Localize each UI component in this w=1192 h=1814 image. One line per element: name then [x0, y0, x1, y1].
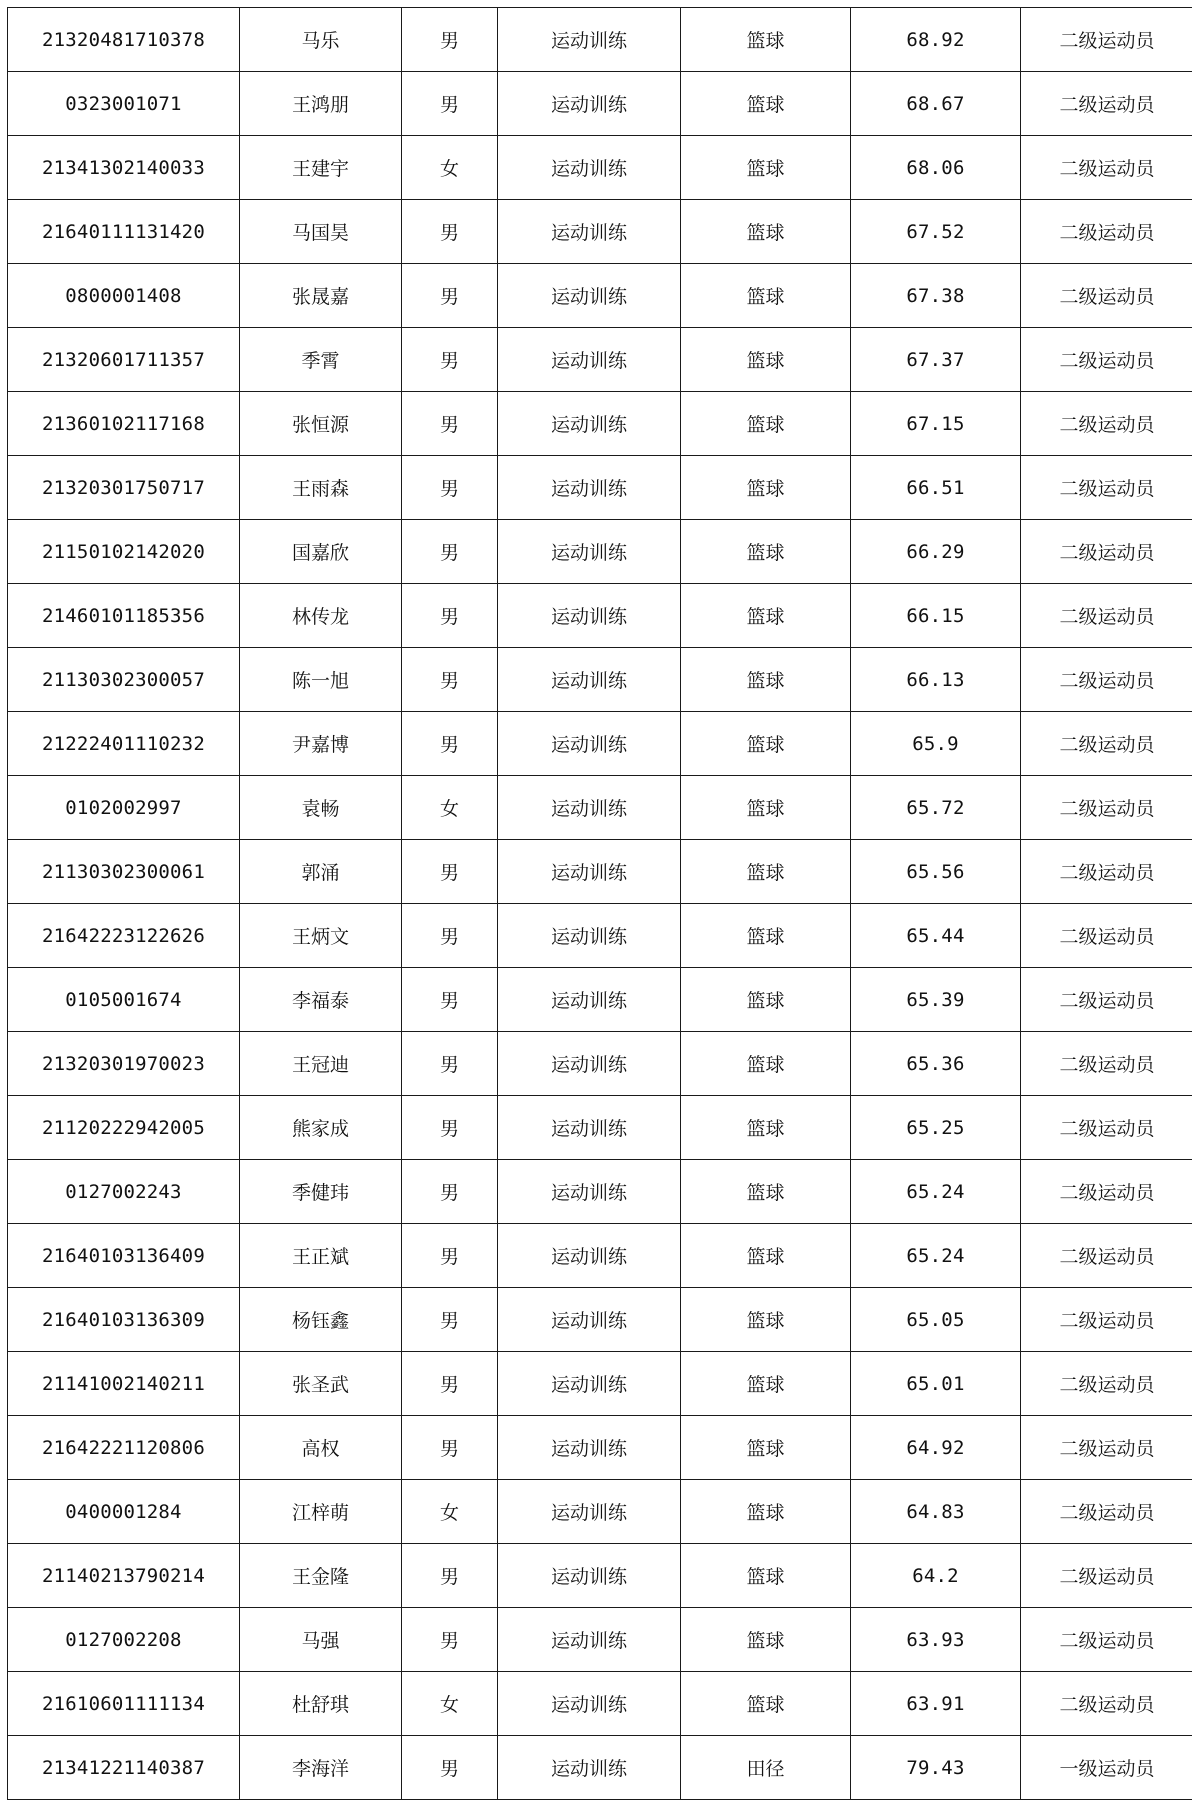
gender-cell: 男 — [402, 904, 498, 968]
id-cell: 21640103136409 — [8, 1224, 240, 1288]
major-cell: 运动训练 — [498, 328, 681, 392]
table-row — [8, 520, 1192, 584]
table-row — [8, 584, 1192, 648]
sport-cell: 篮球 — [681, 1480, 851, 1544]
sport-cell: 篮球 — [681, 840, 851, 904]
sport-cell: 篮球 — [681, 1352, 851, 1416]
sport-cell: 篮球 — [681, 1160, 851, 1224]
level-cell: 二级运动员 — [1021, 520, 1192, 584]
name-cell: 王冠迪 — [240, 1032, 402, 1096]
sport-cell: 篮球 — [681, 392, 851, 456]
id-cell: 21642221120806 — [8, 1416, 240, 1480]
table-row — [8, 1352, 1192, 1416]
table-row — [8, 1288, 1192, 1352]
level-cell: 二级运动员 — [1021, 1096, 1192, 1160]
name-cell: 陈一旭 — [240, 648, 402, 712]
table-row — [8, 1160, 1192, 1224]
major-cell: 运动训练 — [498, 1480, 681, 1544]
gender-cell: 男 — [402, 1288, 498, 1352]
table-body — [8, 8, 1192, 1800]
score-cell: 63.91 — [851, 1672, 1021, 1736]
gender-cell: 男 — [402, 1096, 498, 1160]
major-cell: 运动训练 — [498, 456, 681, 520]
id-cell: 21320301970023 — [8, 1032, 240, 1096]
id-cell: 0127002208 — [8, 1608, 240, 1672]
major-cell: 运动训练 — [498, 968, 681, 1032]
level-cell: 二级运动员 — [1021, 584, 1192, 648]
table-row — [8, 72, 1192, 136]
id-cell: 21341302140033 — [8, 136, 240, 200]
gender-cell: 男 — [402, 1736, 498, 1800]
level-cell: 二级运动员 — [1021, 840, 1192, 904]
level-cell: 二级运动员 — [1021, 904, 1192, 968]
level-cell: 二级运动员 — [1021, 968, 1192, 1032]
id-cell: 21130302300061 — [8, 840, 240, 904]
id-cell: 0127002243 — [8, 1160, 240, 1224]
name-cell: 王正斌 — [240, 1224, 402, 1288]
name-cell: 王金隆 — [240, 1544, 402, 1608]
name-cell: 熊家成 — [240, 1096, 402, 1160]
major-cell: 运动训练 — [498, 1224, 681, 1288]
score-cell: 79.43 — [851, 1736, 1021, 1800]
name-cell: 季霄 — [240, 328, 402, 392]
table-row — [8, 136, 1192, 200]
level-cell: 二级运动员 — [1021, 648, 1192, 712]
level-cell: 二级运动员 — [1021, 200, 1192, 264]
gender-cell: 男 — [402, 264, 498, 328]
id-cell: 21120222942005 — [8, 1096, 240, 1160]
gender-cell: 男 — [402, 1160, 498, 1224]
score-cell: 65.24 — [851, 1224, 1021, 1288]
name-cell: 袁畅 — [240, 776, 402, 840]
level-cell: 二级运动员 — [1021, 1416, 1192, 1480]
id-cell: 21130302300057 — [8, 648, 240, 712]
gender-cell: 男 — [402, 520, 498, 584]
sport-cell: 篮球 — [681, 712, 851, 776]
level-cell: 二级运动员 — [1021, 1032, 1192, 1096]
gender-cell: 男 — [402, 456, 498, 520]
id-cell: 21642223122626 — [8, 904, 240, 968]
sport-cell: 篮球 — [681, 1096, 851, 1160]
table-row — [8, 456, 1192, 520]
level-cell: 二级运动员 — [1021, 8, 1192, 72]
id-cell: 0400001284 — [8, 1480, 240, 1544]
major-cell: 运动训练 — [498, 72, 681, 136]
sport-cell: 篮球 — [681, 1672, 851, 1736]
name-cell: 杨钰鑫 — [240, 1288, 402, 1352]
major-cell: 运动训练 — [498, 1672, 681, 1736]
gender-cell: 女 — [402, 1672, 498, 1736]
sport-cell: 篮球 — [681, 328, 851, 392]
table-row — [8, 1608, 1192, 1672]
major-cell: 运动训练 — [498, 264, 681, 328]
level-cell: 二级运动员 — [1021, 1224, 1192, 1288]
id-cell: 21150102142020 — [8, 520, 240, 584]
gender-cell: 男 — [402, 712, 498, 776]
gender-cell: 女 — [402, 136, 498, 200]
level-cell: 二级运动员 — [1021, 136, 1192, 200]
table-row — [8, 648, 1192, 712]
name-cell: 国嘉欣 — [240, 520, 402, 584]
name-cell: 高权 — [240, 1416, 402, 1480]
name-cell: 马强 — [240, 1608, 402, 1672]
sport-cell: 篮球 — [681, 264, 851, 328]
name-cell: 张恒源 — [240, 392, 402, 456]
gender-cell: 男 — [402, 1544, 498, 1608]
score-cell: 65.36 — [851, 1032, 1021, 1096]
score-cell: 68.92 — [851, 8, 1021, 72]
name-cell: 杜舒琪 — [240, 1672, 402, 1736]
score-cell: 65.39 — [851, 968, 1021, 1032]
major-cell: 运动训练 — [498, 904, 681, 968]
level-cell: 二级运动员 — [1021, 392, 1192, 456]
level-cell: 二级运动员 — [1021, 72, 1192, 136]
score-cell: 65.44 — [851, 904, 1021, 968]
name-cell: 张晟嘉 — [240, 264, 402, 328]
name-cell: 郭涌 — [240, 840, 402, 904]
score-cell: 64.83 — [851, 1480, 1021, 1544]
id-cell: 21640103136309 — [8, 1288, 240, 1352]
score-cell: 67.15 — [851, 392, 1021, 456]
score-cell: 65.05 — [851, 1288, 1021, 1352]
sport-cell: 篮球 — [681, 968, 851, 1032]
sport-cell: 篮球 — [681, 200, 851, 264]
name-cell: 江梓萌 — [240, 1480, 402, 1544]
table-row — [8, 1096, 1192, 1160]
sport-cell: 篮球 — [681, 1416, 851, 1480]
sport-cell: 篮球 — [681, 520, 851, 584]
level-cell: 二级运动员 — [1021, 1544, 1192, 1608]
major-cell: 运动训练 — [498, 520, 681, 584]
level-cell: 二级运动员 — [1021, 1480, 1192, 1544]
gender-cell: 男 — [402, 1352, 498, 1416]
level-cell: 二级运动员 — [1021, 776, 1192, 840]
table-row — [8, 776, 1192, 840]
name-cell: 张圣武 — [240, 1352, 402, 1416]
gender-cell: 男 — [402, 200, 498, 264]
score-cell: 68.67 — [851, 72, 1021, 136]
major-cell: 运动训练 — [498, 776, 681, 840]
id-cell: 21320481710378 — [8, 8, 240, 72]
id-cell: 21360102117168 — [8, 392, 240, 456]
gender-cell: 男 — [402, 8, 498, 72]
score-cell: 65.24 — [851, 1160, 1021, 1224]
gender-cell: 男 — [402, 1416, 498, 1480]
major-cell: 运动训练 — [498, 1608, 681, 1672]
id-cell: 0800001408 — [8, 264, 240, 328]
major-cell: 运动训练 — [498, 1416, 681, 1480]
major-cell: 运动训练 — [498, 1096, 681, 1160]
level-cell: 二级运动员 — [1021, 1608, 1192, 1672]
gender-cell: 男 — [402, 328, 498, 392]
table-row — [8, 1736, 1192, 1800]
name-cell: 王建宇 — [240, 136, 402, 200]
sport-cell: 篮球 — [681, 1032, 851, 1096]
score-cell: 65.9 — [851, 712, 1021, 776]
score-cell: 67.38 — [851, 264, 1021, 328]
sport-cell: 篮球 — [681, 456, 851, 520]
major-cell: 运动训练 — [498, 840, 681, 904]
major-cell: 运动训练 — [498, 8, 681, 72]
table-row — [8, 968, 1192, 1032]
major-cell: 运动训练 — [498, 584, 681, 648]
major-cell: 运动训练 — [498, 136, 681, 200]
score-cell: 65.56 — [851, 840, 1021, 904]
sport-cell: 篮球 — [681, 776, 851, 840]
gender-cell: 女 — [402, 776, 498, 840]
score-cell: 65.01 — [851, 1352, 1021, 1416]
name-cell: 尹嘉博 — [240, 712, 402, 776]
major-cell: 运动训练 — [498, 1544, 681, 1608]
id-cell: 21222401110232 — [8, 712, 240, 776]
id-cell: 21140213790214 — [8, 1544, 240, 1608]
name-cell: 季健玮 — [240, 1160, 402, 1224]
name-cell: 李福泰 — [240, 968, 402, 1032]
table-row — [8, 840, 1192, 904]
level-cell: 二级运动员 — [1021, 328, 1192, 392]
major-cell: 运动训练 — [498, 200, 681, 264]
sport-cell: 篮球 — [681, 8, 851, 72]
sport-cell: 篮球 — [681, 136, 851, 200]
score-cell: 64.92 — [851, 1416, 1021, 1480]
name-cell: 马国昊 — [240, 200, 402, 264]
score-cell: 65.25 — [851, 1096, 1021, 1160]
sport-cell: 篮球 — [681, 72, 851, 136]
major-cell: 运动训练 — [498, 1352, 681, 1416]
name-cell: 马乐 — [240, 8, 402, 72]
gender-cell: 男 — [402, 840, 498, 904]
id-cell: 21460101185356 — [8, 584, 240, 648]
score-cell: 67.37 — [851, 328, 1021, 392]
score-cell: 67.52 — [851, 200, 1021, 264]
table-row — [8, 1480, 1192, 1544]
id-cell: 21320301750717 — [8, 456, 240, 520]
sport-cell: 篮球 — [681, 1288, 851, 1352]
score-cell: 66.29 — [851, 520, 1021, 584]
table-row — [8, 712, 1192, 776]
table-row — [8, 264, 1192, 328]
table-row — [8, 8, 1192, 72]
sport-cell: 篮球 — [681, 1544, 851, 1608]
sport-cell: 篮球 — [681, 1224, 851, 1288]
level-cell: 二级运动员 — [1021, 1352, 1192, 1416]
name-cell: 林传龙 — [240, 584, 402, 648]
score-cell: 68.06 — [851, 136, 1021, 200]
gender-cell: 男 — [402, 584, 498, 648]
table-row — [8, 1032, 1192, 1096]
table-row — [8, 328, 1192, 392]
score-cell: 65.72 — [851, 776, 1021, 840]
score-cell: 66.15 — [851, 584, 1021, 648]
level-cell: 二级运动员 — [1021, 1288, 1192, 1352]
score-cell: 63.93 — [851, 1608, 1021, 1672]
score-cell: 66.51 — [851, 456, 1021, 520]
id-cell: 0102002997 — [8, 776, 240, 840]
id-cell: 21640111131420 — [8, 200, 240, 264]
gender-cell: 男 — [402, 392, 498, 456]
major-cell: 运动训练 — [498, 1160, 681, 1224]
table-row — [8, 200, 1192, 264]
gender-cell: 男 — [402, 1032, 498, 1096]
name-cell: 王雨森 — [240, 456, 402, 520]
level-cell: 二级运动员 — [1021, 456, 1192, 520]
level-cell: 二级运动员 — [1021, 1672, 1192, 1736]
gender-cell: 女 — [402, 1480, 498, 1544]
level-cell: 一级运动员 — [1021, 1736, 1192, 1800]
table-row — [8, 1544, 1192, 1608]
id-cell: 21320601711357 — [8, 328, 240, 392]
major-cell: 运动训练 — [498, 1032, 681, 1096]
table-row — [8, 1672, 1192, 1736]
id-cell: 0323001071 — [8, 72, 240, 136]
name-cell: 王炳文 — [240, 904, 402, 968]
major-cell: 运动训练 — [498, 1736, 681, 1800]
id-cell: 21610601111134 — [8, 1672, 240, 1736]
sport-cell: 篮球 — [681, 584, 851, 648]
major-cell: 运动训练 — [498, 648, 681, 712]
level-cell: 二级运动员 — [1021, 264, 1192, 328]
results-table — [7, 7, 1192, 1800]
table-row — [8, 392, 1192, 456]
level-cell: 二级运动员 — [1021, 1160, 1192, 1224]
sport-cell: 篮球 — [681, 1608, 851, 1672]
id-cell: 21341221140387 — [8, 1736, 240, 1800]
gender-cell: 男 — [402, 1608, 498, 1672]
gender-cell: 男 — [402, 968, 498, 1032]
major-cell: 运动训练 — [498, 392, 681, 456]
score-cell: 66.13 — [851, 648, 1021, 712]
major-cell: 运动训练 — [498, 1288, 681, 1352]
score-cell: 64.2 — [851, 1544, 1021, 1608]
sport-cell: 篮球 — [681, 648, 851, 712]
id-cell: 0105001674 — [8, 968, 240, 1032]
name-cell: 李海洋 — [240, 1736, 402, 1800]
table-row — [8, 1416, 1192, 1480]
table-row — [8, 1224, 1192, 1288]
gender-cell: 男 — [402, 648, 498, 712]
gender-cell: 男 — [402, 72, 498, 136]
gender-cell: 男 — [402, 1224, 498, 1288]
sport-cell: 田径 — [681, 1736, 851, 1800]
table-row — [8, 904, 1192, 968]
sport-cell: 篮球 — [681, 904, 851, 968]
name-cell: 王鸿朋 — [240, 72, 402, 136]
level-cell: 二级运动员 — [1021, 712, 1192, 776]
major-cell: 运动训练 — [498, 712, 681, 776]
id-cell: 21141002140211 — [8, 1352, 240, 1416]
